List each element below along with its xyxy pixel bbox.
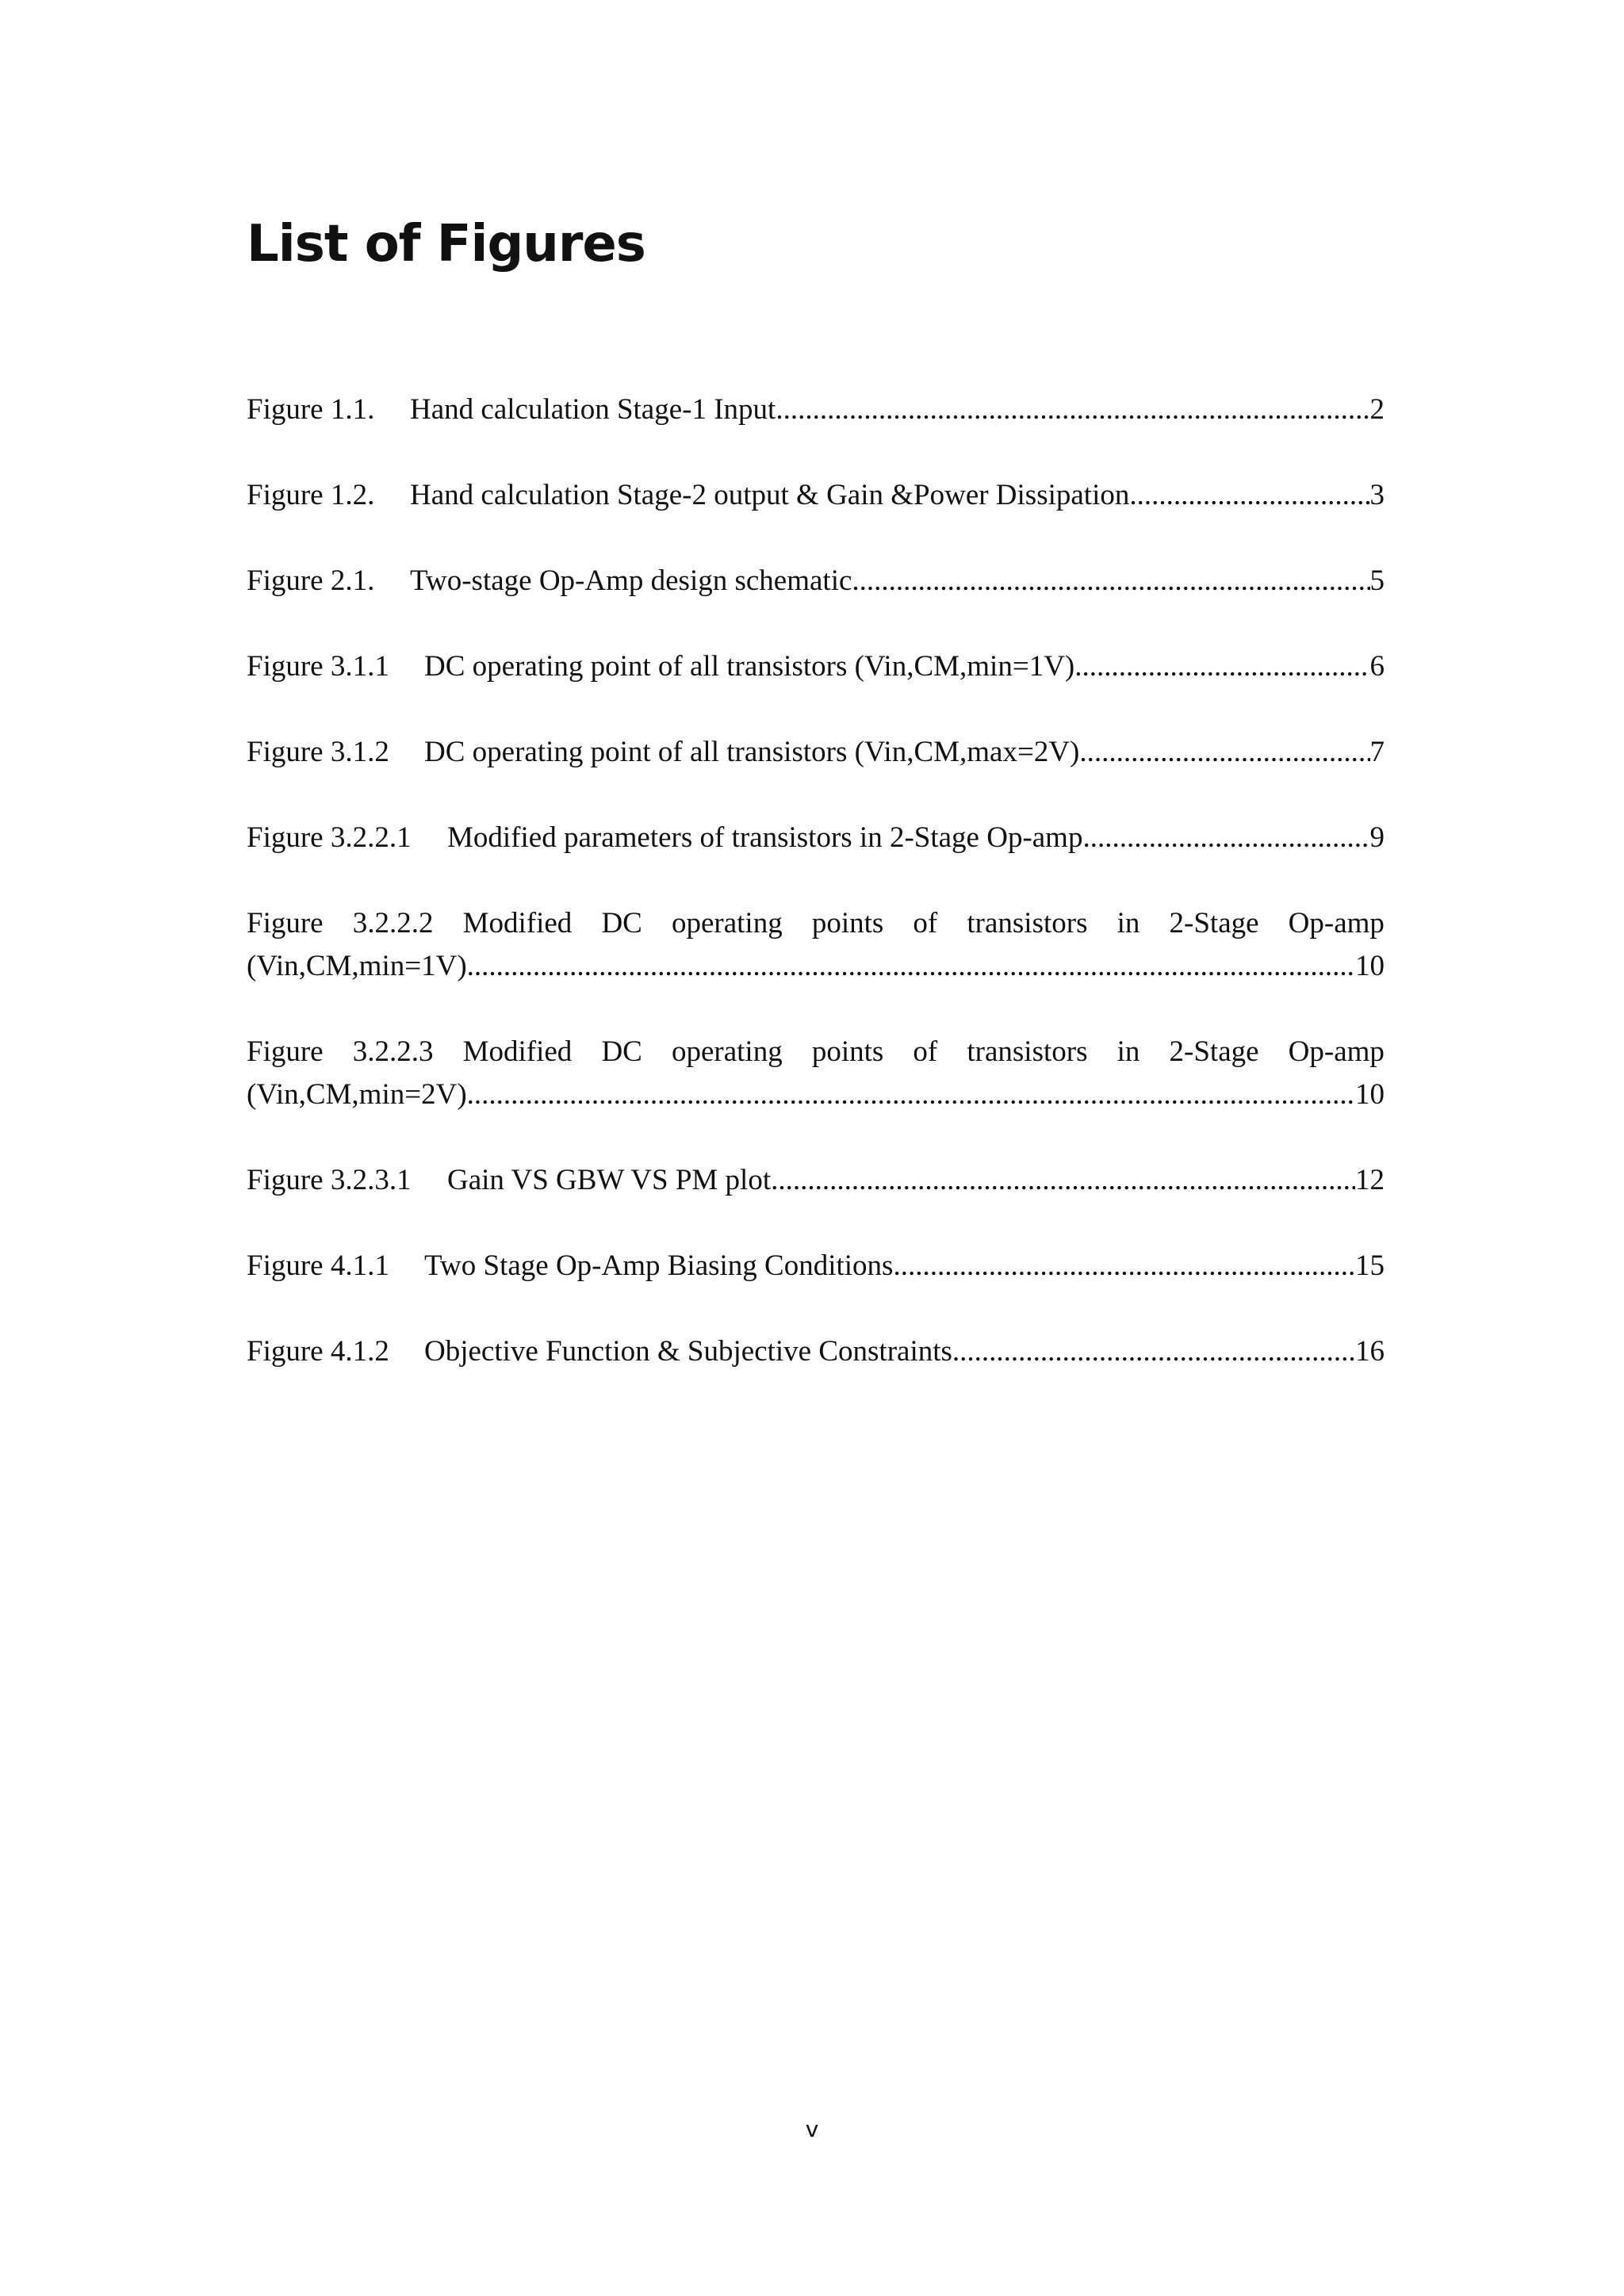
figure-page: 16 bbox=[1355, 1335, 1385, 1368]
figure-title: DC operating point of all transistors (Vin,CM,min=1V). bbox=[424, 650, 1082, 683]
figure-title-word: DC bbox=[601, 1035, 642, 1068]
figure-entry-4-1-2[interactable] bbox=[247, 1330, 1385, 1373]
figure-number: Figure 4.1.2 bbox=[247, 1335, 389, 1368]
figure-title: Modified parameters of transistors in 2-Stage Op-amp. bbox=[447, 821, 1090, 854]
figure-title-continuation: (Vin,CM,min=2V). bbox=[247, 1078, 474, 1111]
figure-entry-1-1[interactable] bbox=[247, 388, 1385, 431]
figure-title: Two Stage Op-Amp Biasing Conditions bbox=[424, 1249, 894, 1282]
figure-title-word: operating bbox=[671, 907, 783, 939]
figure-title-word: points bbox=[811, 1035, 884, 1068]
figure-entry-3-2-2-3[interactable] bbox=[247, 1031, 1385, 1116]
figure-number-word: 3.2.2.3 bbox=[352, 1035, 434, 1068]
figure-page: 2 bbox=[1369, 393, 1385, 426]
figure-title-continuation: (Vin,CM,min=1V). bbox=[247, 950, 474, 982]
figure-page: 5 bbox=[1369, 564, 1385, 597]
entry-second-line bbox=[247, 1073, 1385, 1116]
figure-title: Objective Function & Subjective Constraints. bbox=[424, 1335, 960, 1368]
figure-title-word: DC bbox=[601, 907, 642, 939]
figure-number: Figure 4.1.1 bbox=[247, 1249, 389, 1282]
figure-number-word: Figure bbox=[247, 1035, 324, 1068]
figure-title-word: of bbox=[913, 1035, 938, 1068]
figure-title-word: of bbox=[913, 907, 938, 939]
page-title: List of Figures bbox=[247, 215, 645, 274]
figure-title-word: Modified bbox=[462, 1035, 573, 1068]
page-number: v bbox=[805, 2116, 819, 2142]
figure-page: 9 bbox=[1369, 821, 1385, 854]
figure-title-word: points bbox=[811, 907, 884, 939]
figure-page: 10 bbox=[1355, 950, 1385, 982]
dot-leader bbox=[860, 560, 1370, 603]
figure-page: 12 bbox=[1355, 1164, 1385, 1196]
figure-entry-3-1-2[interactable] bbox=[247, 731, 1385, 774]
dot-leader bbox=[959, 1330, 1355, 1373]
figure-title-word: in bbox=[1116, 1035, 1140, 1068]
figure-title: DC operating point of all transistors (Vin,CM,max=2V). bbox=[424, 736, 1087, 768]
figure-number-word: Figure bbox=[247, 907, 324, 939]
entry-first-line bbox=[247, 1031, 1385, 1073]
dot-leader bbox=[1087, 731, 1370, 774]
figure-title-word: in bbox=[1116, 907, 1140, 939]
figure-entry-3-1-1[interactable] bbox=[247, 645, 1385, 688]
dot-leader bbox=[783, 388, 1370, 431]
figure-number: Figure 3.1.2 bbox=[247, 736, 389, 768]
figure-number: Figure 1.1. bbox=[247, 393, 375, 426]
figure-number: Figure 2.1. bbox=[247, 564, 375, 597]
figure-page: 6 bbox=[1369, 650, 1385, 683]
dot-leader bbox=[1090, 817, 1370, 859]
figure-page: 10 bbox=[1355, 1078, 1385, 1111]
figure-entry-3-2-3-1[interactable] bbox=[247, 1159, 1385, 1202]
figure-page: 7 bbox=[1369, 736, 1385, 768]
figure-number: Figure 3.2.3.1 bbox=[247, 1164, 412, 1196]
entry-second-line bbox=[247, 945, 1385, 988]
dot-leader bbox=[474, 1073, 1355, 1116]
figure-title-word: Modified bbox=[462, 907, 573, 939]
figure-number: Figure 1.2. bbox=[247, 479, 375, 511]
entry-first-line bbox=[247, 902, 1385, 945]
figure-title-word: operating bbox=[671, 1035, 783, 1068]
dot-leader bbox=[893, 1245, 1355, 1288]
list-of-figures bbox=[247, 388, 1385, 1416]
figure-number: Figure 3.2.2.1 bbox=[247, 821, 412, 854]
figure-number: Figure 3.1.1 bbox=[247, 650, 389, 683]
dot-leader bbox=[1137, 474, 1370, 517]
figure-entry-3-2-2-2[interactable] bbox=[247, 902, 1385, 988]
dot-leader bbox=[778, 1159, 1355, 1202]
figure-entry-2-1[interactable] bbox=[247, 560, 1385, 603]
dot-leader bbox=[1082, 645, 1369, 688]
figure-entry-4-1-1[interactable] bbox=[247, 1245, 1385, 1288]
figure-title: Gain VS GBW VS PM plot. bbox=[447, 1164, 779, 1196]
figure-title-word: 2-Stage bbox=[1169, 1035, 1259, 1068]
figure-title-word: Op-amp bbox=[1288, 907, 1385, 939]
figure-entry-1-2[interactable] bbox=[247, 474, 1385, 517]
dot-leader bbox=[474, 945, 1355, 988]
figure-title: Hand calculation Stage-1 Input. bbox=[410, 393, 783, 426]
figure-number-word: 3.2.2.2 bbox=[352, 907, 434, 939]
figure-title-word: Op-amp bbox=[1288, 1035, 1385, 1068]
figure-entry-3-2-2-1[interactable] bbox=[247, 817, 1385, 859]
figure-title-word: 2-Stage bbox=[1169, 907, 1259, 939]
figure-page: 3 bbox=[1369, 479, 1385, 511]
figure-title: Two-stage Op-Amp design schematic. bbox=[410, 564, 860, 597]
figure-title-word: transistors bbox=[967, 907, 1088, 939]
figure-page: 15 bbox=[1355, 1249, 1385, 1282]
figure-title-word: transistors bbox=[967, 1035, 1088, 1068]
figure-title: Hand calculation Stage-2 output & Gain &Power Dissipation. bbox=[410, 479, 1137, 511]
